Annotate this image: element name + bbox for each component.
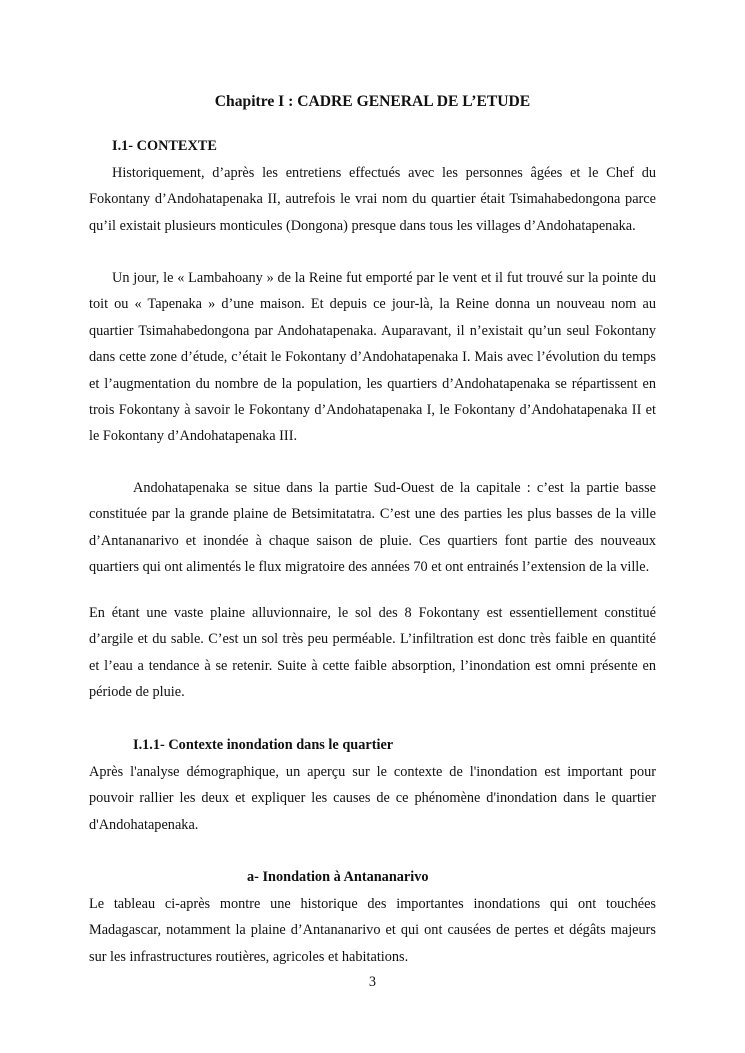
section-paragraph-2: Un jour, le « Lambahoany » de la Reine fut emporté par le vent et il fut trouvé sur la pointe du toit ou « Tapenaka » d’une maison. Et depuis ce jour-là, la Reine donna un nouveau nom au quartier Tsimahabedongona par Andohatapenaka. Auparavant, il n’existait qu’un seul Fokontany dans cette zone d’étude, c’était le Fokontany d’Andohatapenaka I. Mais avec l’évolution du temps et l’augmentation du nombre de la population, les quartiers d’Andohatapenaka se répartissent en trois Fokontany à savoir le Fokontany d’Andohatapenaka I, le Fokontany d’Andohatapenaka II et le Fokontany d’Andohatapenaka III. (89, 270, 656, 445)
section-heading: I.1- CONTEXTE (112, 138, 217, 154)
section-paragraph-3: Andohatapenaka se situe dans la partie Sud-Ouest de la capitale : c’est la partie basse constituée par la grande plaine de Betsimitatatra. C’est une des parties les plus basses de la ville d’Antananarivo et inondée à chaque saison de pluie. Ces quartiers font partie des nouveaux quartiers qui ont alimentés le flux migratoire des années 70 et ont entrainés l’extension de la ville. (89, 480, 656, 576)
subsubsection-paragraph-1: Le tableau ci-après montre une historique des importantes inondations qui ont touchées Madagascar, notamment la plaine d’Antananarivo et qui ont causées de pertes et dégâts majeurs sur les infrastructures routières, agricoles et habitations. (89, 896, 656, 965)
page-number: 3 (368, 974, 377, 990)
section-paragraph-4: En étant une vaste plaine alluvionnaire, le sol des 8 Fokontany est essentiellement constitué d’argile et du sable. C’est un sol très peu perméable. L’infiltration est donc très faible en quantité et l’eau a tendance à se retenir. Suite à cette faible absorption, l’inondation est omni présente en période de pluie. (89, 605, 656, 701)
chapter-title: Chapitre I : CADRE GENERAL DE L’ETUDE (214, 93, 531, 110)
subsubsection-heading: a- Inondation à Antananarivo (247, 869, 429, 885)
section-paragraph-1: Historiquement, d’après les entretiens effectués avec les personnes âgées et le Chef du Fokontany d’Andohatapenaka II, autrefois le vrai nom du quartier était Tsimahabedongona parce qu’il existait plusieurs monticules (Dongona) presque dans tous les villages d’Andohatapenaka. (89, 165, 656, 234)
subsection-heading: I.1.1- Contexte inondation dans le quartier (133, 737, 394, 753)
subsection-paragraph-1: Après l'analyse démographique, un aperçu sur le contexte de l'inondation est important pour pouvoir rallier les deux et expliquer les causes de ce phénomène d'inondation dans le quartier d'Andohatapenaka. (89, 764, 656, 833)
